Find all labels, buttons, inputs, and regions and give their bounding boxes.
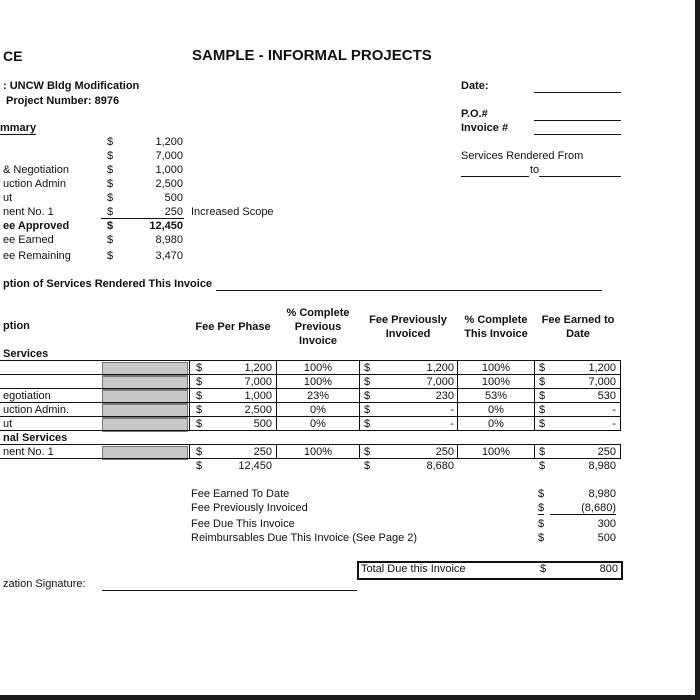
summary-remaining-label: ee Remaining — [3, 250, 71, 262]
summary-row-label: & Negotiation — [3, 164, 70, 176]
table-rule — [0, 360, 621, 361]
cell-fee-prev: 250 — [435, 446, 454, 458]
cell-fee-earned: 250 — [597, 446, 616, 458]
cell-pct-prev: 0% — [310, 404, 326, 416]
cell-currency: $ — [539, 446, 546, 458]
table-divider — [620, 360, 621, 430]
cell-fee-prev: - — [450, 404, 454, 416]
summary-row-currency: $ — [107, 206, 114, 218]
cell-pct-prev: 100% — [303, 376, 333, 388]
table-divider — [457, 360, 458, 430]
invoice-field[interactable] — [534, 134, 621, 135]
table-row-label: uction Admin. — [3, 404, 70, 416]
summary-row-note: Increased Scope — [191, 206, 274, 218]
summary-row-amount: 7,000 — [155, 150, 183, 162]
summary-row-currency: $ — [107, 136, 114, 148]
summary-approved-label: ee Approved — [3, 220, 70, 232]
cell-currency: $ — [196, 362, 203, 374]
summary-remaining-currency: $ — [107, 250, 114, 262]
total-due-label: Total Due this Invoice — [361, 563, 466, 575]
table-rule — [0, 444, 621, 445]
cell-currency: $ — [196, 446, 203, 458]
cell-currency: $ — [196, 418, 203, 430]
cell-pct-prev: 0% — [310, 418, 326, 430]
calc-label: Fee Due This Invoice — [191, 518, 295, 530]
summary-row-currency: $ — [107, 150, 114, 162]
cell-currency: $ — [539, 404, 546, 416]
calc-label: Reimbursables Due This Invoice (See Page 2) — [191, 532, 418, 544]
cell-pct-this: 0% — [488, 418, 504, 430]
project-name: : UNCW Bldg Modification — [3, 80, 140, 92]
calc-label: Fee Previously Invoiced — [191, 502, 308, 514]
invoice-label: Invoice # — [461, 122, 509, 134]
cell-pct-this: 100% — [481, 376, 511, 388]
summary-approved-currency: $ — [107, 220, 114, 232]
section-basic: Services — [3, 348, 49, 360]
corner-label: CE — [3, 48, 23, 64]
cell-currency: $ — [364, 404, 371, 416]
table-divider — [276, 444, 277, 458]
total-fee: 12,450 — [238, 460, 272, 472]
summary-total-line — [101, 218, 184, 219]
cell-currency: $ — [364, 362, 371, 374]
services-from-field[interactable] — [461, 176, 529, 177]
col-fee-prev: Fee Previously Invoiced — [369, 314, 447, 340]
summary-earned-label: ee Earned — [3, 234, 54, 246]
cell-currency: $ — [539, 390, 546, 402]
cell-currency: $ — [539, 376, 546, 388]
cell-fee: 250 — [253, 446, 272, 458]
table-rule — [0, 458, 621, 459]
signature-field[interactable] — [102, 590, 357, 591]
summary-earned-currency: $ — [107, 234, 114, 246]
cell-fee: 2,500 — [244, 404, 272, 416]
calc-label: Fee Earned To Date — [191, 488, 290, 500]
calc-currency: $ — [538, 518, 545, 530]
table-divider — [359, 444, 360, 458]
table-rule — [0, 388, 621, 389]
total-fee-prev: 8,680 — [426, 460, 454, 472]
cell-fee: 7,000 — [244, 376, 272, 388]
po-field[interactable] — [534, 120, 621, 121]
summary-row-amount: 1,000 — [155, 164, 183, 176]
table-divider — [189, 360, 190, 430]
summary-row-amount: 1,200 — [155, 136, 183, 148]
table-divider — [620, 444, 621, 458]
section-additional: nal Services — [3, 432, 68, 444]
cell-pct-this: 100% — [481, 362, 511, 374]
total-due-box — [357, 561, 623, 580]
cell-pct-this: 100% — [481, 446, 511, 458]
summary-earned-amount: 8,980 — [155, 234, 183, 246]
cell-fee-earned: - — [612, 404, 616, 416]
total-due-amount: 800 — [599, 563, 618, 575]
services-from-label: Services Rendered From — [461, 150, 584, 162]
cell-fee-earned: 7,000 — [588, 376, 616, 388]
table-divider — [359, 360, 360, 430]
summary-row-label: uction Admin — [3, 178, 66, 190]
summary-row-label: nent No. 1 — [3, 206, 54, 218]
total-fee-earned: 8,980 — [588, 460, 616, 472]
table-rule — [0, 430, 621, 431]
summary-row-amount: 2,500 — [155, 178, 183, 190]
cell-fee-earned: - — [612, 418, 616, 430]
cell-currency: $ — [539, 418, 546, 430]
cell-currency: $ — [364, 418, 371, 430]
cell-fee-prev: 7,000 — [426, 376, 454, 388]
calc-currency: $ — [538, 532, 545, 544]
table-divider — [457, 444, 458, 458]
summary-row-currency: $ — [107, 178, 114, 190]
description-heading-line — [216, 290, 602, 291]
cell-fee: 1,200 — [244, 362, 272, 374]
signature-label: zation Signature: — [3, 578, 86, 590]
table-rule — [0, 416, 621, 417]
table-rule — [0, 402, 621, 403]
cell-currency: $ — [364, 390, 371, 402]
cell-pct-this: 0% — [488, 404, 504, 416]
total-currency: $ — [364, 460, 371, 472]
table-row-label: ut — [3, 418, 13, 430]
col-fee-earned: Fee Earned to Date — [541, 314, 615, 340]
summary-row-label: ut — [3, 192, 13, 204]
summary-approved-amount: 12,450 — [149, 220, 183, 232]
total-currency: $ — [196, 460, 203, 472]
page-title: SAMPLE - INFORMAL PROJECTS — [192, 47, 432, 64]
date-field[interactable] — [534, 92, 621, 93]
cell-fee-prev: 230 — [435, 390, 454, 402]
calc-amount: 8,980 — [588, 488, 616, 500]
services-to-label: to — [530, 164, 540, 176]
cell-fee: 1,000 — [244, 390, 272, 402]
date-label: Date: — [461, 80, 489, 92]
po-label: P.O.# — [461, 108, 488, 120]
cell-fee: 500 — [253, 418, 272, 430]
total-due-currency: $ — [540, 563, 547, 575]
summary-remaining-amount: 3,470 — [155, 250, 183, 262]
cell-pct-prev: 23% — [306, 390, 330, 402]
summary-row-currency: $ — [107, 192, 114, 204]
calc-amount: 300 — [597, 518, 616, 530]
cell-pct-prev: 100% — [303, 446, 333, 458]
calc-amount: (8,680) — [550, 502, 616, 515]
summary-row-amount: 250 — [164, 206, 183, 218]
cell-currency: $ — [196, 390, 203, 402]
cell-fee-earned: 1,200 — [588, 362, 616, 374]
table-divider — [534, 444, 535, 458]
col-description: ption — [3, 320, 30, 332]
table-divider — [276, 360, 277, 430]
services-to-field[interactable] — [539, 176, 621, 177]
table-rule — [0, 374, 621, 375]
project-number: Project Number: 8976 — [6, 95, 120, 107]
cell-fee-prev: - — [450, 418, 454, 430]
cell-currency: $ — [539, 362, 546, 374]
cell-pct-this: 53% — [484, 390, 508, 402]
calc-amount: 500 — [597, 532, 616, 544]
cell-pct-prev: 100% — [303, 362, 333, 374]
table-divider — [534, 360, 535, 430]
summary-heading: mmary — [0, 122, 37, 134]
cell-currency: $ — [196, 404, 203, 416]
cell-currency: $ — [196, 376, 203, 388]
cell-fee-prev: 1,200 — [426, 362, 454, 374]
table-row-label: nent No. 1 — [3, 446, 54, 458]
calc-currency: $ — [538, 502, 545, 514]
description-heading: ption of Services Rendered This Invoice — [3, 278, 213, 290]
table-divider — [189, 444, 190, 458]
summary-row-currency: $ — [107, 164, 114, 176]
col-pct-prev: % Complete Previous Invoice — [286, 307, 350, 347]
cell-currency: $ — [364, 376, 371, 388]
cell-fee-earned: 530 — [597, 390, 616, 402]
col-fee-per-phase: Fee Per Phase — [195, 321, 271, 333]
table-row-label: egotiation — [3, 390, 51, 402]
total-currency: $ — [539, 460, 546, 472]
calc-currency: $ — [538, 488, 545, 500]
cell-currency: $ — [364, 446, 371, 458]
summary-row-amount: 500 — [164, 192, 183, 204]
col-pct-this: % Complete This Invoice — [464, 314, 528, 340]
